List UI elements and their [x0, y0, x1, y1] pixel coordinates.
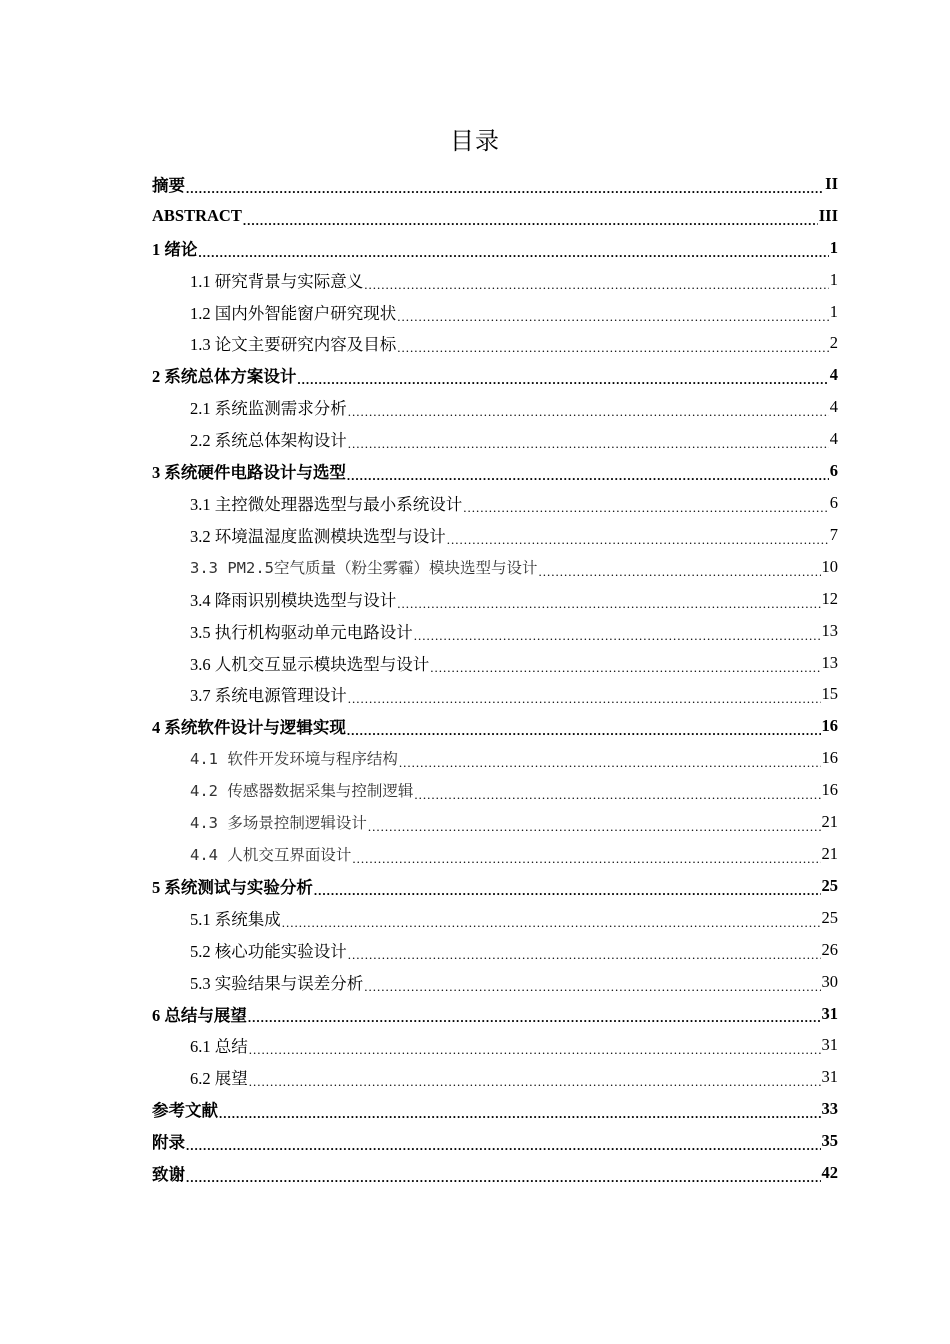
toc-entry-label: 3.5 执行机构驱动单元电路设计 [190, 622, 413, 642]
toc-page-number: 2 [829, 333, 838, 353]
toc-page-number: 6 [829, 493, 838, 513]
toc-page-number: 7 [829, 524, 838, 544]
dot-leader [368, 816, 821, 838]
toc-page-number: 25 [821, 907, 838, 927]
dot-leader [297, 369, 828, 391]
dot-leader [348, 688, 821, 710]
dot-leader [348, 944, 821, 966]
toc-page-number: 13 [821, 652, 838, 672]
dot-leader [348, 401, 829, 423]
toc-entry-label: 2 系统总体方案设计 [152, 367, 297, 387]
toc-chapter-entry[interactable] [152, 870, 838, 902]
toc-entry-label: 1.1 研究背景与实际意义 [190, 271, 364, 291]
dot-leader [352, 848, 820, 870]
toc-entry-label: 3.3 PM2.5空气质量（粉尘雾霾）模块选型与设计 [190, 558, 538, 577]
toc-section-entry[interactable] [152, 423, 838, 455]
dot-leader [430, 657, 820, 679]
dot-leader [463, 497, 829, 519]
toc-page-number: 6 [829, 461, 838, 481]
toc-section-entry[interactable] [152, 583, 838, 615]
dot-leader [219, 1103, 821, 1125]
toc-section-entry[interactable] [152, 615, 838, 647]
dot-leader [314, 880, 821, 902]
toc-section-entry[interactable] [152, 742, 838, 774]
toc-entry-label: 6.1 总结 [190, 1037, 248, 1057]
dot-leader [414, 784, 820, 806]
dot-leader [414, 625, 821, 647]
toc-entry-label: 4.4 人机交互界面设计 [190, 845, 352, 864]
toc-entry-label: 1 绪论 [152, 239, 198, 259]
dot-leader [348, 433, 829, 455]
toc-entry-label: 4.3 多场景控制逻辑设计 [190, 814, 367, 833]
toc-entry-label: 2.2 系统总体架构设计 [190, 431, 347, 451]
toc-page-number: 13 [821, 620, 838, 640]
toc-chapter-entry[interactable] [152, 1157, 838, 1189]
toc-entry-label: 5 系统测试与实验分析 [152, 877, 313, 897]
toc-entry-label: 4.1 软件开发环境与程序结构 [190, 750, 398, 769]
toc-page-number: 31 [821, 1003, 838, 1023]
toc-entry-label: 5.2 核心功能实验设计 [190, 941, 347, 961]
toc-page-number: 31 [821, 1067, 838, 1087]
toc-page-number: 31 [821, 1035, 838, 1055]
toc-chapter-entry[interactable] [152, 168, 838, 200]
toc-page-number: 16 [821, 748, 838, 768]
dot-leader [186, 1167, 821, 1189]
toc-title: 目录 [450, 127, 500, 155]
toc-section-entry[interactable] [152, 806, 838, 838]
toc-entry-label: ABSTRACT [152, 205, 242, 225]
toc-section-entry[interactable] [152, 966, 838, 998]
toc-chapter-entry[interactable] [152, 455, 838, 487]
dot-leader [364, 976, 820, 998]
toc-page-number: 35 [821, 1131, 838, 1151]
toc-section-entry[interactable] [152, 328, 838, 360]
toc-section-entry[interactable] [152, 1061, 838, 1093]
toc-page-number: 21 [821, 812, 838, 832]
toc-page-number: 16 [821, 780, 838, 800]
toc-entry-label: 摘要 [152, 175, 185, 195]
toc-entry-label: 5.3 实验结果与误差分析 [190, 973, 364, 993]
toc-chapter-entry[interactable] [152, 1125, 838, 1157]
toc-section-entry[interactable] [152, 934, 838, 966]
dot-leader [364, 274, 829, 296]
toc-page-number: 25 [821, 875, 838, 895]
toc-section-entry[interactable] [152, 296, 838, 328]
toc-page-number: 4 [829, 365, 838, 385]
toc-page-number: 1 [829, 301, 838, 321]
toc-section-entry[interactable] [152, 551, 838, 583]
toc-entry-label: 6.2 展望 [190, 1069, 248, 1089]
toc-entry-label: 6 总结与展望 [152, 1005, 247, 1025]
toc-page-number: 26 [821, 939, 838, 959]
dot-leader [186, 1135, 821, 1157]
toc-entry-label: 1.3 论文主要研究内容及目标 [190, 335, 397, 355]
toc-chapter-entry[interactable] [152, 359, 838, 391]
toc-page-number: 4 [829, 429, 838, 449]
toc-section-entry[interactable] [152, 774, 838, 806]
toc-entry-label: 5.1 系统集成 [190, 909, 281, 929]
dot-leader [198, 242, 828, 264]
toc-entry-label: 致谢 [152, 1165, 185, 1185]
toc-page-number: 16 [821, 716, 838, 736]
dot-leader [347, 465, 829, 487]
toc-entry-label: 参考文献 [152, 1101, 218, 1121]
dot-leader [249, 1039, 821, 1061]
toc-entry-label: 3.7 系统电源管理设计 [190, 686, 347, 706]
toc-section-entry[interactable] [152, 647, 838, 679]
toc-entry-label: 4 系统软件设计与逻辑实现 [152, 718, 346, 738]
dot-leader [282, 912, 821, 934]
toc-page-number: 42 [821, 1163, 838, 1183]
toc-entry-label: 3.4 降雨识别模块选型与设计 [190, 590, 397, 610]
toc-section-entry[interactable] [152, 264, 838, 296]
toc-page-number: 33 [821, 1099, 838, 1119]
toc-page-number: III [818, 205, 838, 225]
dot-leader [399, 752, 821, 774]
dot-leader [397, 593, 820, 615]
toc-entry-label: 3 系统硬件电路设计与选型 [152, 463, 346, 483]
dot-leader [249, 1071, 821, 1093]
toc-page-number: 1 [829, 237, 838, 257]
toc-page-number: 21 [821, 843, 838, 863]
toc-page-number: II [825, 173, 838, 193]
toc-page-number: 30 [821, 971, 838, 991]
toc-entry-label: 附录 [152, 1133, 185, 1153]
toc-page-number: 12 [821, 588, 838, 608]
toc-entry-label: 4.2 传感器数据采集与控制逻辑 [190, 782, 414, 801]
dot-leader [397, 337, 829, 359]
dot-leader [186, 178, 824, 200]
toc-section-entry[interactable] [152, 902, 838, 934]
toc-chapter-entry[interactable] [152, 710, 838, 742]
dot-leader [347, 720, 821, 742]
dot-leader [447, 529, 829, 551]
dot-leader [248, 1007, 821, 1029]
toc-section-entry[interactable] [152, 838, 838, 870]
toc-section-entry[interactable] [152, 519, 838, 551]
toc-entry-label: 2.1 系统监测需求分析 [190, 399, 347, 419]
dot-leader [397, 306, 829, 328]
toc-section-entry[interactable] [152, 391, 838, 423]
toc-entry-label: 3.6 人机交互显示模块选型与设计 [190, 654, 430, 674]
dot-leader [539, 561, 821, 583]
toc-page-number: 1 [829, 269, 838, 289]
toc-page-number: 4 [829, 397, 838, 417]
toc-chapter-entry[interactable] [152, 998, 838, 1030]
toc-page-number: 10 [821, 556, 838, 576]
toc-chapter-entry[interactable] [152, 200, 838, 232]
toc-section-entry[interactable] [152, 679, 838, 711]
toc-section-entry[interactable] [152, 1029, 838, 1061]
table-of-contents [152, 168, 838, 1189]
dot-leader [243, 210, 818, 232]
toc-entry-label: 3.1 主控微处理器选型与最小系统设计 [190, 495, 463, 515]
toc-entry-label: 3.2 环境温湿度监测模块选型与设计 [190, 526, 446, 546]
toc-chapter-entry[interactable] [152, 232, 838, 264]
toc-entry-label: 1.2 国内外智能窗户研究现状 [190, 303, 397, 323]
toc-page-number: 15 [821, 684, 838, 704]
toc-chapter-entry[interactable] [152, 1093, 838, 1125]
toc-section-entry[interactable] [152, 487, 838, 519]
